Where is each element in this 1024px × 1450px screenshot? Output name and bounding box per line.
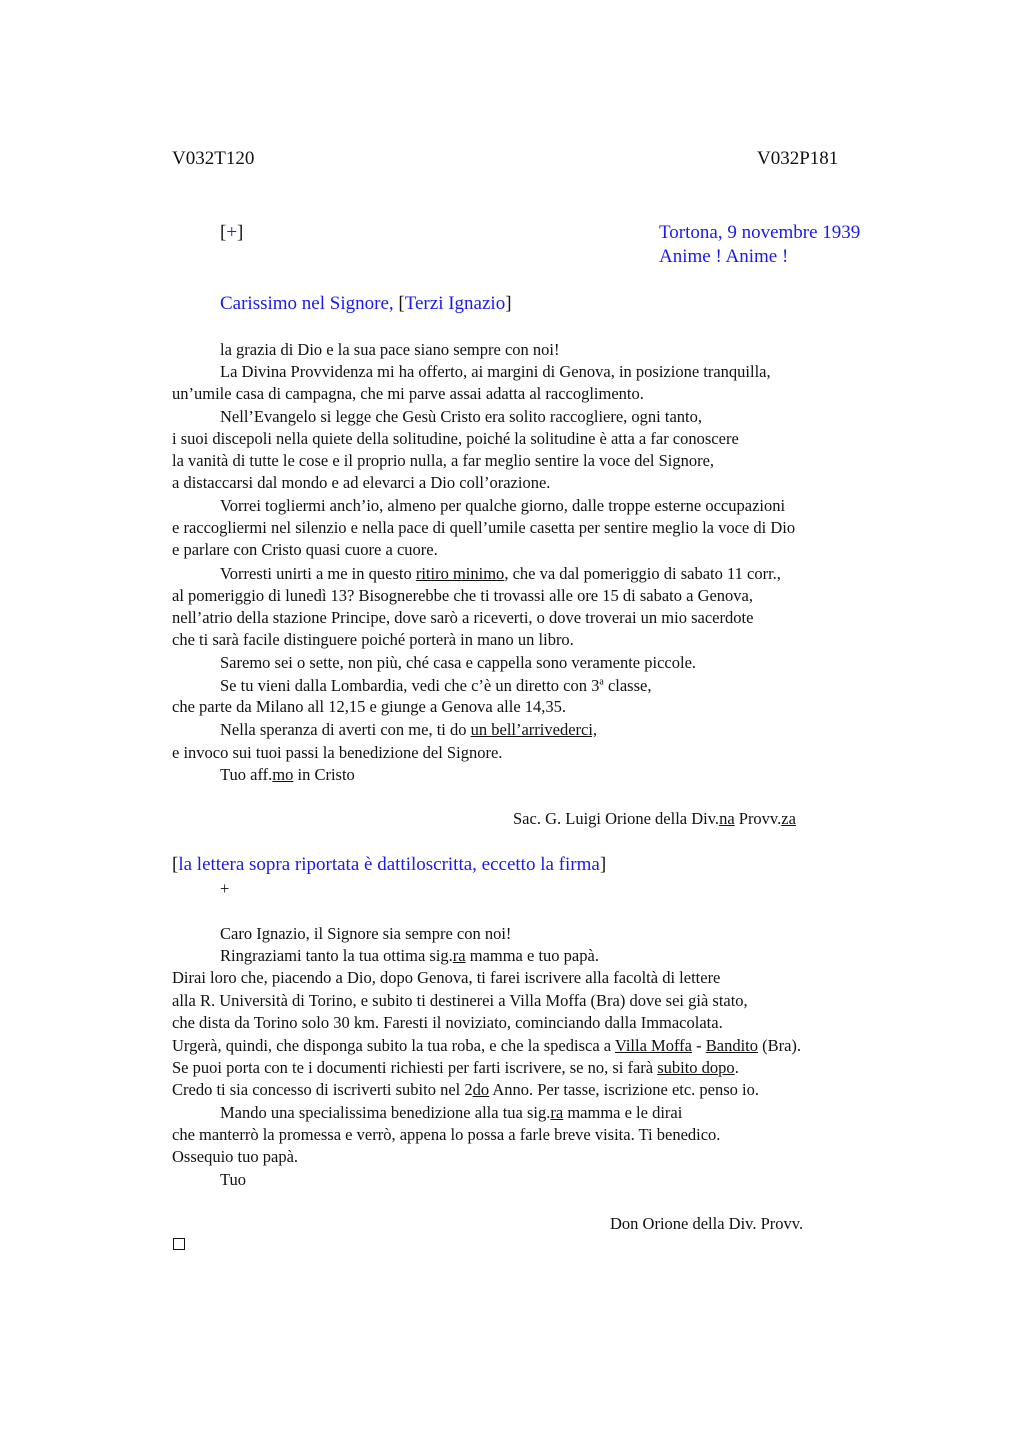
letter1-line: Tuo aff.mo in Cristo xyxy=(220,765,355,784)
letter1-line: la grazia di Dio e la sua pace siano sempre con noi! xyxy=(220,340,560,359)
letter1-line: a distaccarsi dal mondo e ad elevarci a Dio coll’orazione. xyxy=(172,473,551,492)
letter1-line: e raccogliermi nel silenzio e nella pace di quell’umile casetta per sentire meglio la voce di Dio xyxy=(172,518,796,537)
letter1-line: la vanità di tutte le cose e il proprio nulla, a far meglio sentire la voce del Signore, xyxy=(172,451,715,470)
letter2-line: Caro Ignazio, il Signore sia sempre con noi! xyxy=(220,924,512,943)
editor-note: [la lettera sopra riportata è dattiloscritta, eccetto la firma] xyxy=(172,854,607,875)
letter1-line: che parte da Milano all 12,15 e giunge a Genova alle 14,35. xyxy=(172,697,567,716)
letter1-line: Nell’Evangelo si legge che Gesù Cristo era solito raccogliere, ogni tanto, xyxy=(220,407,703,426)
end-marker-box xyxy=(173,1238,185,1250)
signature-handwritten: Don Orione della Div. Provv. xyxy=(610,1214,804,1233)
letter2-line: Credo ti sia concesso di iscriverti subito nel 2do Anno. Per tasse, iscrizione etc. penso io. xyxy=(172,1080,760,1099)
place-date: Tortona, 9 novembre 1939 xyxy=(659,222,861,243)
letter1-line: i suoi discepoli nella quiete della solitudine, poiché la solitudine è atta a far conoscere xyxy=(172,429,739,448)
letter2-line: Ossequio tuo papà. xyxy=(172,1147,299,1166)
underlined-text: un bell’arrivederci, xyxy=(470,720,598,739)
letter2-line: Ringraziami tanto la tua ottima sig.ra mamma e tuo papà. xyxy=(220,946,599,965)
signature-typed: Sac. G. Luigi Orione della Div.na Provv.za xyxy=(513,809,796,828)
letter2-line: Se puoi porta con te i documenti richiesti per farti iscrivere, se no, si farà subito dopo. xyxy=(172,1058,739,1077)
letter1-line: che ti sarà facile distinguere poiché porterà in mano un libro. xyxy=(172,630,574,649)
page-code-right: V032P181 xyxy=(757,148,839,169)
letter2-line: Mando una specialissima benedizione alla tua sig.ra mamma e le dirai xyxy=(220,1103,683,1122)
letter2-line: che dista da Torino solo 30 km. Faresti il noviziato, cominciando dalla Immacolata. xyxy=(172,1013,723,1032)
letter1-line: Vorrei togliermi anch’io, almeno per qualche giorno, dalle troppe esterne occupazioni xyxy=(220,496,786,515)
letter1-line: Se tu vieni dalla Lombardia, vedi che c’è un diretto con 3$^a$ classe, xyxy=(220,676,652,695)
letter2-line: alla R. Università di Torino, e subito ti destinerei a Villa Moffa (Bra) dove sei già stato, xyxy=(172,991,748,1010)
letter1-line: e invoco sui tuoi passi la benedizione del Signore. xyxy=(172,743,503,762)
letter1-line: Nella speranza di averti con me, ti do un bell’arrivederci, xyxy=(220,720,598,739)
cross-mark-2: + xyxy=(220,879,230,898)
cross-mark: [+] xyxy=(220,222,244,243)
letter2-line: che manterrò la promessa e verrò, appena lo possa a farle breve visita. Ti benedico. xyxy=(172,1125,721,1144)
motto: Anime ! Anime ! xyxy=(659,246,789,267)
salutation: Carissimo nel Signore, [Terzi Ignazio] xyxy=(220,293,512,314)
underlined-text: ritiro minimo xyxy=(415,564,505,583)
letter1-line: al pomeriggio di lunedì 13? Bisognerebbe che ti trovassi alle ore 15 di sabato a Genova, xyxy=(172,586,754,605)
letter1-line: Vorresti unirti a me in questo ritiro minimo, che va dal pomeriggio di sabato 11 corr., xyxy=(220,564,781,583)
letter1-line: La Divina Provvidenza mi ha offerto, ai margini di Genova, in posizione tranquilla, xyxy=(220,362,771,381)
letter2-line: Dirai loro che, piacendo a Dio, dopo Genova, ti farei iscrivere alla facoltà di lettere xyxy=(172,968,721,987)
recipient-name: Terzi Ignazio xyxy=(404,293,506,314)
letter1-line: un’umile casa di campagna, che mi parve assai adatta al raccoglimento. xyxy=(172,384,644,403)
underlined-text: mo xyxy=(272,765,294,784)
letter1-line: Saremo sei o sette, non più, ché casa e cappella sono veramente piccole. xyxy=(220,653,697,672)
letter2-line: Urgerà, quindi, che disponga subito la tua roba, e che la spedisca a Villa Moffa - Bandito (Bra). xyxy=(172,1036,802,1055)
letter1-line: nell’atrio della stazione Principe, dove sarò a riceverti, o dove troverai un mio sacerdote xyxy=(172,608,754,627)
letter2-line: Tuo xyxy=(220,1170,246,1189)
letter1-line: e parlare con Cristo quasi cuore a cuore. xyxy=(172,540,438,559)
document-code-left: V032T120 xyxy=(172,148,255,169)
